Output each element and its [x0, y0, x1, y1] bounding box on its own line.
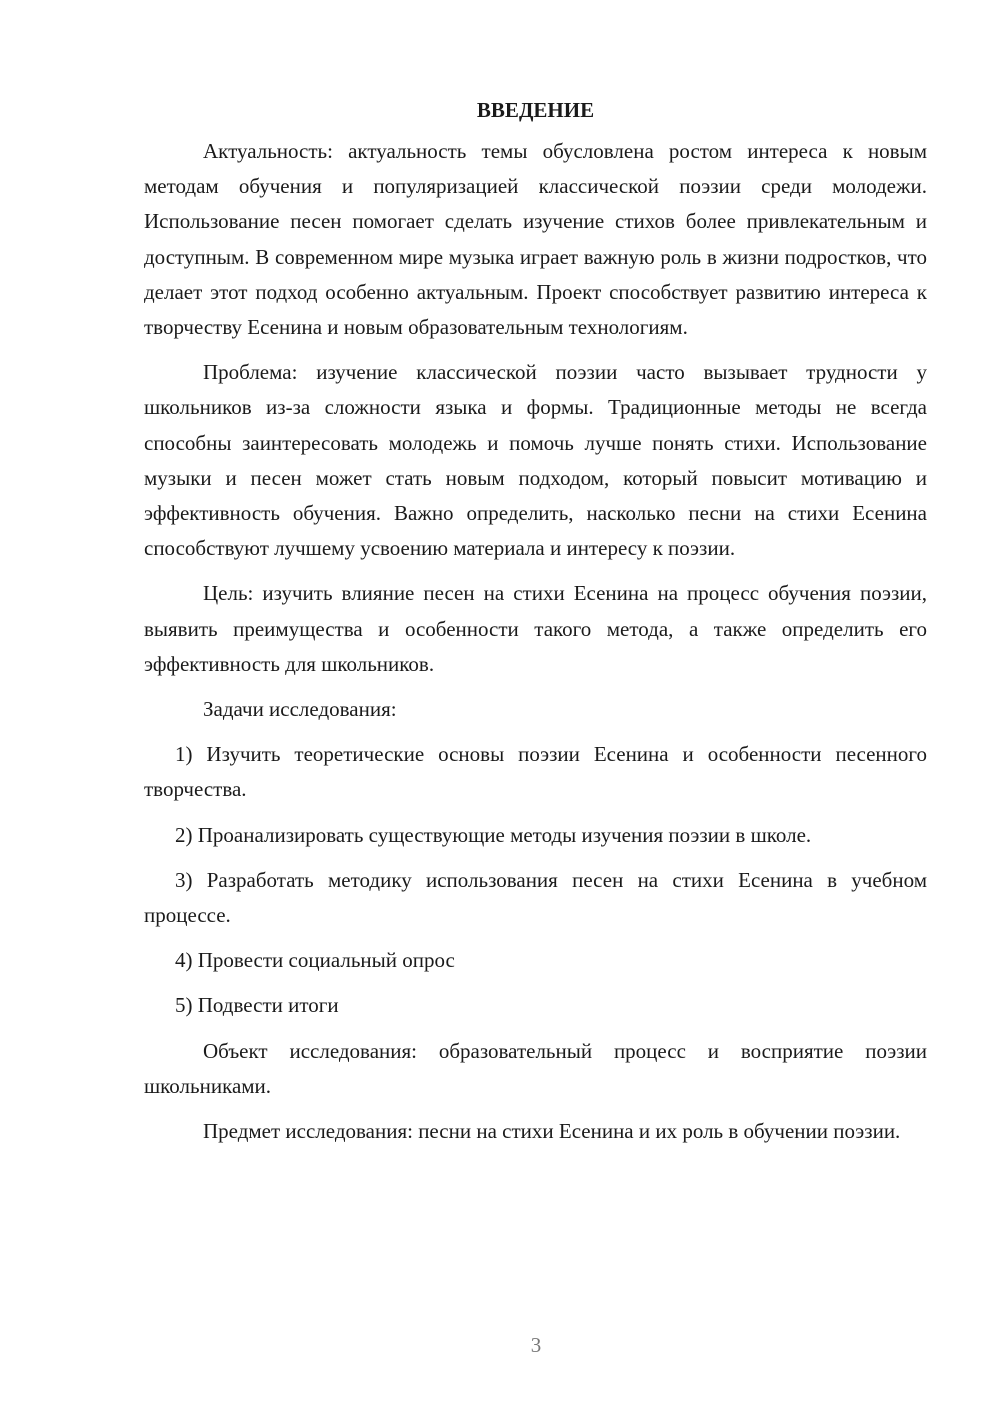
task-item-1: 1) Изучить теоретические основы поэзии Есенина и особенности песенного творчества.	[144, 742, 927, 802]
task-item-5: 5) Подвести итоги	[175, 993, 339, 1018]
paragraph-problem: Проблема: изучение классической поэзии часто вызывает трудности у школьников из-за сложности языка и формы. Традиционные методы не всегда способны заинтересовать молодежь и помочь лучше понять стихи. Использование музыки и песен может стать новым подходом, который повысит мотивацию и эффективность обучения. Важно определить, насколько песни на стихи Есенина способствуют лучшему усвоению материала и интересу к поэзии.	[144, 360, 927, 561]
page-content	[144, 96, 927, 1159]
paragraph-goal: Цель: изучить влияние песен на стихи Есенина на процесс обучения поэзии, выявить преимущества и особенности такого метода, а также определить его эффективность для школьников.	[144, 581, 927, 676]
paragraph-subject: Предмет исследования: песни на стихи Есенина и их роль в обучении поэзии.	[203, 1119, 901, 1144]
tasks-heading: Задачи исследования:	[203, 697, 397, 722]
section-heading: ВВЕДЕНИЕ	[476, 98, 595, 122]
page-number: 3	[530, 1333, 542, 1357]
task-item-4: 4) Провести социальный опрос	[175, 948, 455, 973]
task-item-3: 3) Разработать методику использования песен на стихи Есенина в учебном процессе.	[144, 867, 927, 928]
task-item-2: 2) Проанализировать существующие методы изучения поэзии в школе.	[175, 822, 812, 847]
paragraph-relevance: Актуальность: актуальность темы обусловлена ростом интереса к новым методам обучения и популяризацией классической поэзии среди молодежи. Использование песен помогает сделать изучение стихов более привлекательным и доступным. В современном мире музыка играет важную роль в жизни подростков, что делает этот подход особенно актуальным. Проект способствует развитию интереса к творчеству Есенина и новым образовательным технологиям.	[144, 139, 927, 340]
paragraph-object: Объект исследования: образовательный процесс и восприятие поэзии школьниками.	[144, 1038, 927, 1098]
